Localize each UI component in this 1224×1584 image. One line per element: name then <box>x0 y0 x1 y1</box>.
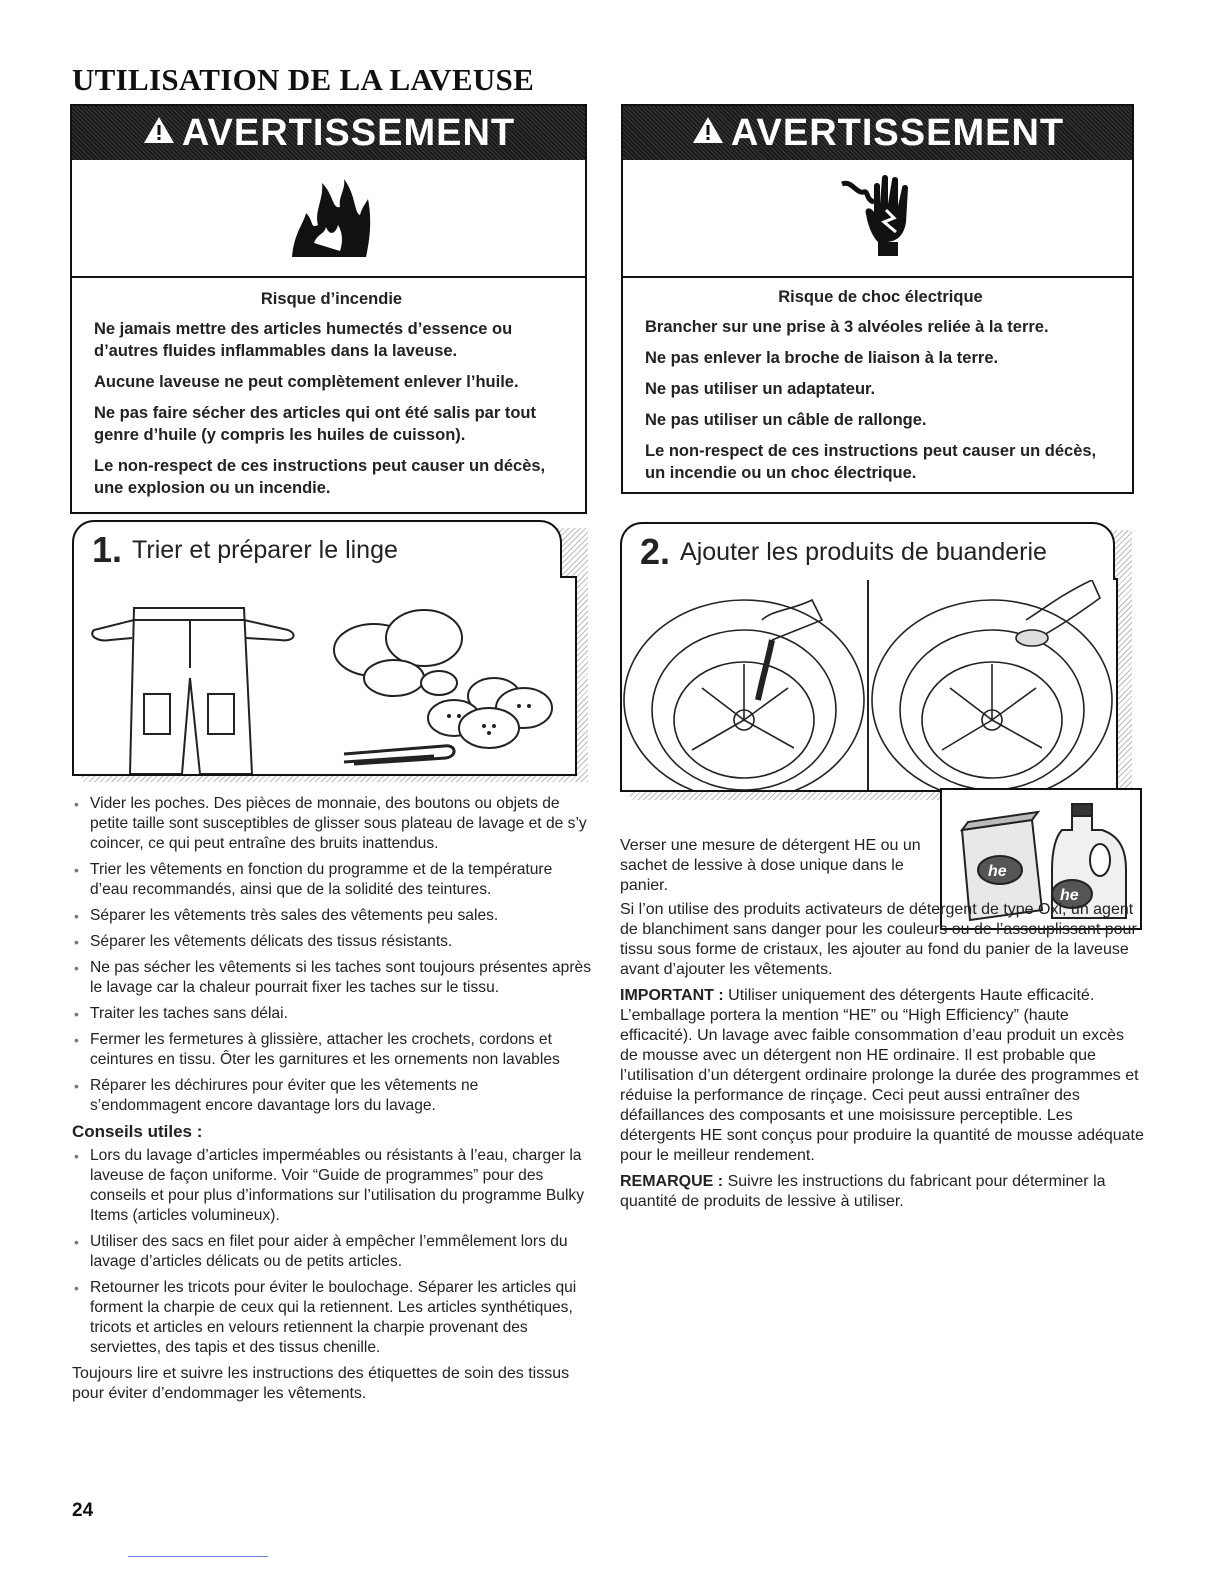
fire-warning-line: Ne pas faire sécher des articles qui ont été salis par tout genre d’huile (y compris les huiles de cuisson). <box>94 404 536 444</box>
remarque-label: REMARQUE : <box>620 1173 724 1190</box>
warning-triangle-icon <box>691 112 725 155</box>
shock-warning-line: Brancher sur une prise à 3 alvéoles reliée à la terre. <box>645 318 1049 336</box>
warning-triangle-icon <box>142 112 176 155</box>
fire-warning-header <box>72 106 585 160</box>
list-item: • Traiter les taches sans délai. <box>72 1004 592 1024</box>
washer-drum-illustration <box>622 580 1116 790</box>
list-item: • Fermer les fermetures à glissière, attacher les crochets, cordons et ceintures en tissu. Ôter les garnitures et les ornements non lavables <box>72 1030 592 1070</box>
shock-risk-title: Risque de choc électrique <box>778 288 983 306</box>
fire-warning-box <box>70 104 587 514</box>
footer-rule <box>128 1556 268 1557</box>
list-item: • Ne pas sécher les vêtements si les taches sont toujours présentes après le lavage car la chaleur pourrait fixer les taches sur le tissu. <box>72 958 592 998</box>
step2-tab <box>620 522 1115 580</box>
remarque-text: Suivre les instructions du fabricant pour déterminer la quantité de produits de lessive à utiliser. <box>620 1173 1106 1210</box>
fire-warning-line: Le non-respect de ces instructions peut causer un décès, une explosion ou un incendie. <box>94 457 546 497</box>
step2-text-top <box>620 836 932 902</box>
list-item: • Utiliser des sacs en filet pour aider à empêcher l’emmêlement lors du lavage d’articles délicats ou de petits articles. <box>72 1232 592 1272</box>
step2-para1: Verser une mesure de détergent HE ou un sachet de lessive à dose unique dans le panier. <box>620 837 921 894</box>
fire-warning-title: AVERTISSEMENT <box>181 111 516 154</box>
list-item: • Réparer les déchirures pour éviter que les vêtements ne s’endommagent encore davantage lors du lavage. <box>72 1076 592 1116</box>
step2-panel <box>620 522 1132 802</box>
important-label: IMPORTANT : <box>620 987 724 1004</box>
shock-warning-title: AVERTISSEMENT <box>730 111 1065 154</box>
shock-warning-line: Ne pas utiliser un câble de rallonge. <box>645 411 927 429</box>
fire-risk-title: Risque d’incendie <box>260 290 403 308</box>
laundry-items-illustration <box>74 578 574 774</box>
step2-title: Ajouter les produits de buanderie <box>680 537 1047 566</box>
step1-text <box>72 794 592 1410</box>
fire-icon <box>72 160 585 278</box>
step1-tab <box>72 520 562 578</box>
step2-important <box>620 986 1144 1166</box>
step1-panel <box>72 520 588 782</box>
list-item: • Vider les poches. Des pièces de monnaie, des boutons ou objets de petite taille sont susceptibles de glisser sous plateau de lavage et de s’y coincer, ce qui peut entraîne des bruits inattendus. <box>72 794 592 854</box>
list-item: • Retourner les tricots pour éviter le boulochage. Séparer les articles qui forment la charpie de ceux qui la retiennent. Les articles synthétiques, tricots et articles en velours retiennent la charpie provenant des serviettes, des tapis et des tissus chenille. <box>72 1278 592 1358</box>
important-text: Utiliser uniquement des détergents Haute efficacité. L’emballage portera la mention “HE” ou “High Efficiency” (haute efficacité). Un lavage avec faible consommation d’eau produit un excès de mousse avec un détergent non HE ordinaire. Il est probable que l’utilisation d’un détergent ordinaire prolonge la durée des programmes et réduise la performance de rinçage. Ceci peut aussi entraîner des défaillances des composants et une moisissure perceptible. Les détergents HE sont conçus pour produire la quantité de mousse adéquate pour le meilleur rendement. <box>620 987 1144 1164</box>
step2-para2: Si l’on utilise des produits activateurs de détergent de type Oxi, un agent de blanchiment sans danger pour les couleurs ou de l’assouplissant pour tissu sous forme de cristaux, les ajouter au fond du panier de la laveuse avant d’ajouter les vêtements. <box>620 901 1137 978</box>
page-number: 24 <box>72 1500 94 1521</box>
he-logo-box: he <box>988 863 1007 880</box>
shock-warning-box <box>621 104 1134 494</box>
tips-heading: Conseils utiles : <box>72 1122 203 1141</box>
shock-warning-line: Le non-respect de ces instructions peut causer un décès, un incendie ou un choc électrique. <box>645 442 1097 482</box>
fire-warning-line: Aucune laveuse ne peut complètement enlever l’huile. <box>94 373 519 391</box>
step1-title: Trier et préparer le linge <box>132 535 398 564</box>
page-title: UTILISATION DE LA LAVEUSE <box>72 62 535 97</box>
list-item: • Séparer les vêtements délicats des tissus résistants. <box>72 932 592 952</box>
list-item: • Séparer les vêtements très sales des vêtements peu sales. <box>72 906 592 926</box>
list-item: • Trier les vêtements en fonction du programme et de la température d’eau recommandés, ainsi que de la solidité des teintures. <box>72 860 592 900</box>
step1-number: 1. <box>92 529 123 570</box>
shock-warning-header <box>623 106 1132 160</box>
step2-remarque <box>620 1172 1144 1212</box>
he-logo-bottle: he <box>1060 887 1079 904</box>
shock-warning-line: Ne pas enlever la broche de liaison à la terre. <box>645 349 999 367</box>
step2-text <box>620 900 1144 1218</box>
electric-shock-hand-icon <box>623 160 1132 278</box>
step1-closing: Toujours lire et suivre les instructions des étiquettes de soin des tissus pour éviter d’endommager les vêtements. <box>72 1365 570 1402</box>
shock-warning-line: Ne pas utiliser un adaptateur. <box>645 380 876 398</box>
step1-bullet-list <box>72 794 592 1116</box>
step2-number: 2. <box>640 531 671 572</box>
tips-list <box>72 1146 592 1358</box>
fire-warning-line: Ne jamais mettre des articles humectés d’essence ou d’autres fluides inflammables dans la laveuse. <box>94 320 513 360</box>
list-item: • Lors du lavage d’articles imperméables ou résistants à l’eau, charger la laveuse de façon uniforme. Voir “Guide de programmes” pour des conseils et pour plus d’informations sur l’utilisation du programme Bulky Items (articles volumineux). <box>72 1146 592 1226</box>
